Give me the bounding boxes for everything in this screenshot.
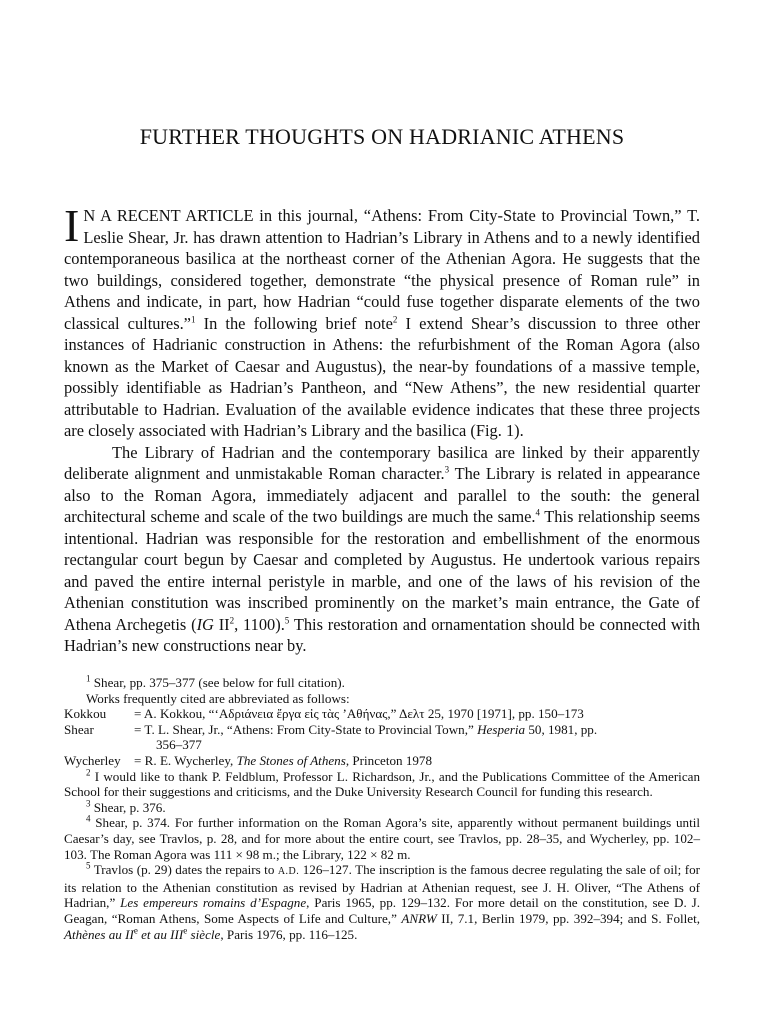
text-run: II <box>213 614 230 634</box>
article-body <box>64 200 701 657</box>
text-run: = A. Kokkou, “‘Αδριάνεια ἔργα εἰς τὰς ’Αθήνας,” Δελτ 25, 1970 [1971], pp. 150–173 <box>134 706 584 722</box>
footnote-ref[interactable]: 4 <box>535 507 540 518</box>
footnote-mark: 4 <box>86 813 91 824</box>
footnote-ref[interactable]: 3 <box>444 464 450 475</box>
footnote-ref[interactable]: 5 <box>284 615 290 626</box>
text-run: , Princeton 1978 <box>345 752 433 768</box>
text-run: I would like to thank P. Feldblum, Professor L. Richardson, Jr., and the Publications Committee of the American School for their suggestions and criticisms, and the Duke University Research Council for funding this research. <box>64 768 700 800</box>
text-run: A.D. <box>277 866 300 878</box>
article-title: FURTHER THOUGHTS ON HADRIANIC ATHENS <box>139 124 625 149</box>
text-run: The Stones of Athens <box>236 752 346 768</box>
paragraph-1 <box>64 200 700 442</box>
drop-cap: I <box>64 200 80 251</box>
abbreviation-value <box>134 722 700 753</box>
abbreviation-entry <box>64 722 700 753</box>
footnote-ref[interactable]: 1 <box>190 314 196 325</box>
text-run: The Library of Hadrian and the contemporary basilica are linked by their apparently deliberate alignment and unmistakable Roman character. <box>64 442 700 483</box>
text-run: , 1100). <box>234 614 285 634</box>
text-run: ANRW <box>401 910 437 926</box>
text-run: II, 7.1, Berlin 1979, pp. 392–394; and S. Follet, <box>436 910 700 926</box>
text-run: = R. E. Wycherley, <box>134 752 237 768</box>
superscript: e <box>183 925 188 936</box>
text-run: Travlos (p. 29) dates the repairs to <box>90 862 278 878</box>
text-run: , Paris 1976, pp. 116–125. <box>220 926 358 942</box>
text-run: N A RECENT ARTICLE in this journal, “Athens: From City-State to Provincial Town,” T. Leslie Shear, Jr. has drawn attention to Hadrian’s Library in Athens and to a newly identified contemporaneous basilica at the northeast corner of the Athenian Agora. He suggests that the two buildings, considered together, demonstrate “the physical presence of Roman rule” in Athens and indicate, in part, how Hadrian “could fuse together disparate elements of the two classical cultures.” <box>64 206 700 333</box>
text-run: 126–127. The inscription is the famous decree regulating the sale of oil; for its relation to the Athenian constitution as revised by Hadrian at Athenian request, see J. H. Oliver, “The Athens of Hadrian,” <box>64 862 700 911</box>
abbreviation-value <box>134 753 700 769</box>
text-run: The Library is related in appearance also to the Roman Agora, immediately adjacent and parallel to the south: the general architectural scheme and scale of the two buildings are much the same. <box>64 464 700 526</box>
text-run: 50, 1981, pp. <box>525 721 598 737</box>
text-run: Shear, pp. 375–377 (see below for full citation). <box>90 675 345 690</box>
superscript: e <box>133 925 138 936</box>
footnote-2 <box>64 769 700 800</box>
abbreviation-key: Shear <box>64 721 94 737</box>
text-run: Hesperia <box>477 721 526 737</box>
text-run: Shear, p. 374. For further information on the Roman Agora’s site, apparently without permanent buildings until Caesar’s day, see Travlos, p. 28, and for more about the entire court, see Travlos, pp. 28–35, and Wycherley, pp. 102–103. The Roman Agora was 111 × 98 m.; the Library, 122 × 82 m. <box>64 815 700 862</box>
text-run: Athènes au II <box>64 926 134 942</box>
text-run: This relationship seems intentional. Hadrian was responsible for the restoration and embellishment of the enormous rectangular court begun by Caesar and completed by Augustus. He undertook various repairs and paved the entire internal peristyle in marble, and one of the laws of his revision of the Athenian constitution was inscribed prominently on the market’s main entrance, the Gate of Athena Archegetis ( <box>64 507 701 634</box>
text-run: This restoration and ornamentation should be connected with Hadrian’s new constructions near by. <box>64 614 701 655</box>
footnote-5 <box>64 862 700 942</box>
footnote-3 <box>64 800 700 816</box>
abbreviation-entry <box>64 706 700 722</box>
superscript: 2 <box>229 615 235 626</box>
footnote-4 <box>64 815 700 862</box>
text-run: I extend Shear’s discussion to three other instances of Hadrianic construction in Athens: the refurbishment of the Roman Agora (also known as the Market of Caesar and Augustus), the near-by foundations of a massive temple, possibly identifiable as Hadrian’s Pantheon, and “New Athens”, the new residential quarter attributable to Hadrian. Evaluation of the available evidence indicates that these three projects are closely associated with Hadrian’s Library and the basilica (Fig. 1). <box>64 313 700 440</box>
footnote-1 <box>64 675 700 691</box>
text-run: IG <box>196 614 214 634</box>
text-run: et au III <box>137 926 184 942</box>
text-run: siècle <box>187 926 221 942</box>
footnotes <box>64 675 700 942</box>
footnote-mark: 5 <box>86 860 91 871</box>
text-run: 356–377 <box>156 737 202 753</box>
footnote-mark: 1 <box>86 673 91 684</box>
text-run: Les empereurs romains d’Espagne <box>120 895 307 911</box>
abbreviations-intro: Works frequently cited are abbreviated as follows: <box>86 690 350 706</box>
abbreviation-key: Wycherley <box>64 752 121 768</box>
abbreviation-entry <box>64 753 700 769</box>
text-run: , Paris 1965, pp. 129–132. For more detail on the constitution, see D. J. Geagan, “Roman Athens, Some Aspects of Life and Culture,” <box>64 895 700 926</box>
text-run: In the following brief note <box>195 313 393 333</box>
abbreviation-key: Kokkou <box>64 706 107 722</box>
text-run: = T. L. Shear, Jr., “Athens: From City-State to Provincial Town,” <box>134 721 478 737</box>
footnote-mark: 3 <box>86 798 91 809</box>
footnote-ref[interactable]: 2 <box>392 314 398 325</box>
paragraph-2 <box>64 442 700 657</box>
text-run: Shear, p. 376. <box>90 799 166 815</box>
footnote-mark: 2 <box>86 767 91 778</box>
abbreviation-value <box>134 706 700 722</box>
